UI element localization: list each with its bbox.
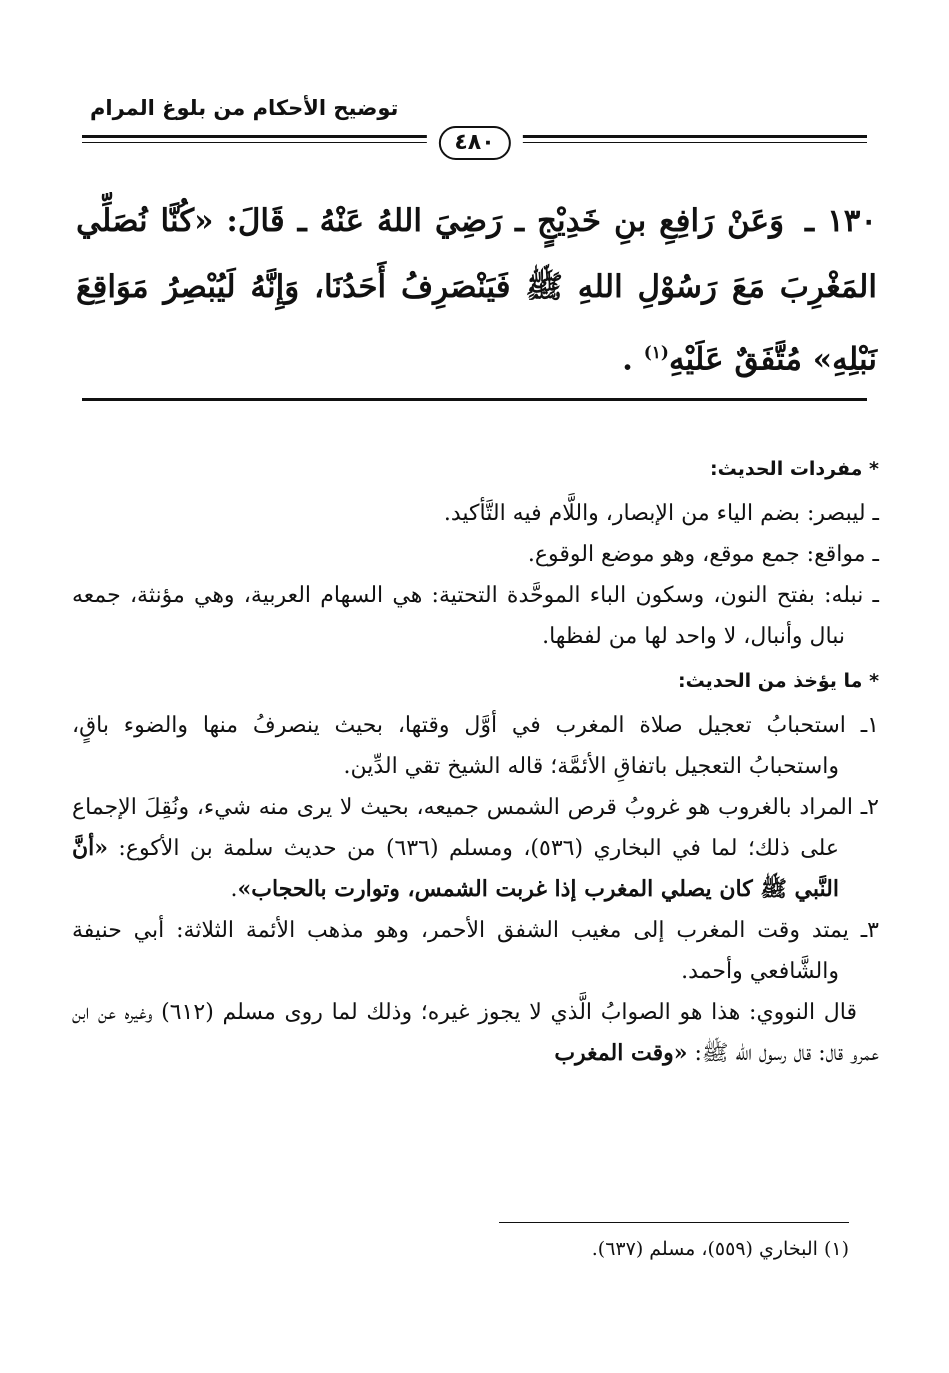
- vocabulary-heading: * مفردات الحديث:: [710, 458, 879, 480]
- vocabulary-item: ـ مواقع: جمع موقع، وهو موضع الوقوع.: [527, 542, 879, 567]
- footnote-divider: [499, 1222, 849, 1223]
- footnote-reference: (١): [643, 343, 669, 363]
- lesson-quote: «أنَّ النَّبي ﷺ كان يصلي المغرب إذا غربت الشمس، وتوارت بالحجاب»: [72, 835, 839, 902]
- hadith-text: وَعَنْ رَافِعِ بنِ خَدِيْجٍ ـ رَضِيَ اللهُ عَنْهُ ـ قَالَ: «كُنَّا نُصَلِّي المَغْرِبَ مَعَ رَسُوْلِ اللهِ ﷺ فَيَنْصَرِفُ أَحَدُنَا، وَإِنَّهُ لَيُبْصِرُ مَوَاقِعَ نَبْلِهِ» مُتَّفَقٌ عَلَيْهِ: [76, 203, 877, 378]
- paragraph-quote: «وقت المغرب: [554, 1040, 688, 1066]
- commentary-paragraph: [72, 992, 879, 1074]
- hadith-text-block: [76, 188, 877, 392]
- commentary-block: [72, 445, 879, 1074]
- lesson-item: [72, 787, 879, 910]
- running-title: توضيح الأحكام من بلوغ المرام: [90, 96, 399, 120]
- page-number: ٤٨٠: [438, 126, 510, 160]
- lesson-item: ٣ـ يمتد وقت المغرب إلى مغيب الشفق الأحمر، وهو مذهب الأئمة الثلاثة: أبي حنيفة والشَّافعي وأحمد.: [72, 918, 879, 984]
- vocabulary-item: ـ نبله: بفتح النون، وسكون الباء الموحَّدة التحتية: هي السهام العربية، وهي مؤنثة، جمعه نبال وأنبال، لا واحد لها من لفظها.: [72, 583, 879, 649]
- page-number-badge: [426, 126, 522, 160]
- hadith-end: .: [622, 341, 644, 378]
- footnote: (١) البخاري (٥٥٩)، مسلم (٦٣٧).: [591, 1238, 849, 1260]
- section-divider: [82, 398, 867, 401]
- paragraph-text: قال النووي: هذا هو الصوابُ الَّذي لا يجوز غيره؛ وذلك لما روى مسلم (٦١٢) وغيره عن ابن عمرو قال: قال رسول الله ﷺ:: [72, 1000, 879, 1066]
- lesson-text: ٢ـ المراد بالغروب هو غروبُ قرص الشمس جميعه، بحيث لا يرى منه شيء، ونُقِلَ الإجماع على ذلك؛ لما في البخاري (٥٣٦)، ومسلم (٦٣٦) من حديث سلمة بن الأكوع:: [72, 795, 879, 861]
- lesson-text-end: .: [230, 877, 238, 902]
- lessons-heading: * ما يؤخذ من الحديث:: [677, 670, 879, 692]
- vocabulary-item: ـ ليبصر: بضم الياء من الإبصار، واللَّام فيه التَّأكيد.: [443, 501, 879, 526]
- hadith-number: ١٣٠ ـ: [805, 203, 878, 239]
- lesson-item: ١ـ استحبابُ تعجيل صلاة المغرب في أوَّل وقتها، بحيث ينصرفُ منها والضوء باقٍ، واستحبابُ التعجيل باتفاقِ الأئمَّة؛ قاله الشيخ تقي الدِّين.: [72, 713, 879, 779]
